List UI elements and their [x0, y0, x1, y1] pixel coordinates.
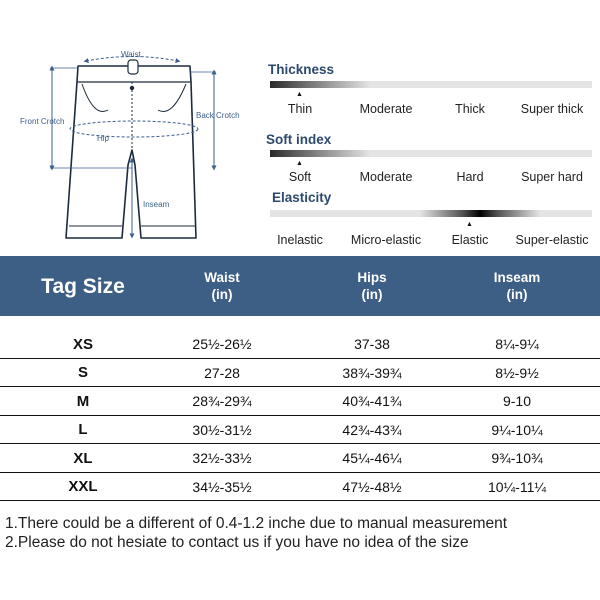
cell-size: L — [78, 421, 88, 438]
thickness-title: Thickness — [268, 62, 335, 77]
elasticity-title: Elasticity — [272, 190, 332, 205]
cell-size: XXL — [68, 478, 98, 495]
table-row — [0, 444, 600, 473]
soft-index-scale — [262, 130, 600, 192]
note-line: 1.There could be a different of 0.4-1.2 inche due to manual measurement — [5, 515, 508, 532]
header-inseam-label: Inseam — [493, 270, 541, 285]
size-notes — [5, 514, 507, 552]
cell-inseam: 9¾-10¾ — [491, 450, 543, 466]
header-waist — [150, 256, 294, 316]
back-crotch-label: Back Crotch — [196, 111, 240, 120]
triangle-up-icon: ▲ — [466, 221, 473, 228]
table-row — [0, 359, 600, 388]
cell-inseam: 9¼-10¼ — [491, 421, 543, 438]
thickness-level-moderate: Moderate — [359, 102, 413, 116]
thickness-scale — [262, 60, 600, 122]
size-table — [0, 256, 600, 501]
inseam-label: Inseam — [143, 200, 170, 209]
cell-waist: 25½-26½ — [192, 336, 252, 352]
table-header — [0, 256, 600, 316]
cell-hips: 42¾-43¾ — [342, 421, 402, 438]
soft-index-level-soft: Soft — [288, 170, 312, 184]
header-inseam-unit: (in) — [506, 287, 528, 302]
cell-hips: 37-38 — [354, 336, 390, 352]
cell-waist: 32½-33½ — [192, 450, 252, 466]
elasticity-scale — [262, 188, 600, 252]
button-mark — [130, 86, 134, 90]
soft-index-bar — [270, 150, 592, 157]
table-row — [0, 473, 600, 502]
cell-size: XL — [73, 449, 93, 467]
cell-waist: 34½-35½ — [192, 478, 252, 495]
header-waist-label: Waist — [204, 270, 240, 285]
elasticity-level-elastic: Elastic — [451, 233, 489, 247]
triangle-up-icon: ▲ — [296, 160, 303, 167]
cell-size: M — [76, 392, 90, 410]
soft-index-level-super-hard: Super hard — [521, 170, 583, 184]
cell-inseam: 8½-9½ — [495, 364, 539, 381]
cell-hips: 45¼-46¼ — [342, 450, 402, 466]
cell-hips: 40¾-41¾ — [342, 393, 402, 409]
front-crotch-label: Front Crotch — [20, 117, 65, 126]
soft-index-title: Soft index — [266, 132, 332, 147]
cell-size: XS — [72, 335, 93, 353]
table-row — [0, 416, 600, 445]
waist-label: Waist — [121, 50, 141, 59]
header-waist-unit: (in) — [211, 287, 233, 302]
shorts-measurement-diagram — [0, 0, 255, 255]
header-inseam — [442, 256, 592, 316]
thickness-level-thick: Thick — [455, 102, 485, 116]
cell-hips: 38¾-39¾ — [342, 364, 402, 381]
table-row — [0, 330, 600, 359]
cell-size: S — [77, 364, 88, 381]
header-hips-label: Hips — [357, 270, 387, 285]
thickness-level-super-thick: Super thick — [520, 102, 584, 116]
note-line: 2.Please do not hesiate to contact us if you have no idea of the size — [5, 534, 469, 551]
header-hips — [297, 256, 447, 316]
thickness-level-thin: Thin — [287, 102, 313, 116]
elasticity-level-micro-elastic: Micro-elastic — [350, 233, 422, 247]
cell-hips: 47½-48½ — [342, 478, 402, 495]
elasticity-level-inelastic: Inelastic — [277, 233, 323, 247]
header-tag-size: Tag Size — [41, 274, 125, 298]
cell-inseam: 9-10 — [502, 393, 532, 409]
cell-waist: 28¾-29¾ — [192, 393, 252, 409]
table-row — [0, 387, 600, 416]
soft-index-level-moderate: Moderate — [359, 170, 413, 184]
cell-waist: 27-28 — [204, 364, 240, 381]
header-hips-unit: (in) — [361, 287, 383, 302]
thickness-bar — [270, 81, 592, 88]
triangle-up-icon: ▲ — [296, 91, 303, 98]
elasticity-level-super-elastic: Super-elastic — [515, 233, 589, 247]
cell-inseam: 8¼-9¼ — [495, 336, 539, 352]
hip-label: Hip — [97, 134, 110, 143]
soft-index-level-hard: Hard — [456, 170, 484, 184]
elasticity-bar — [270, 210, 592, 217]
cell-waist: 30½-31½ — [192, 421, 252, 438]
cell-inseam: 10¼-11¼ — [487, 478, 547, 495]
